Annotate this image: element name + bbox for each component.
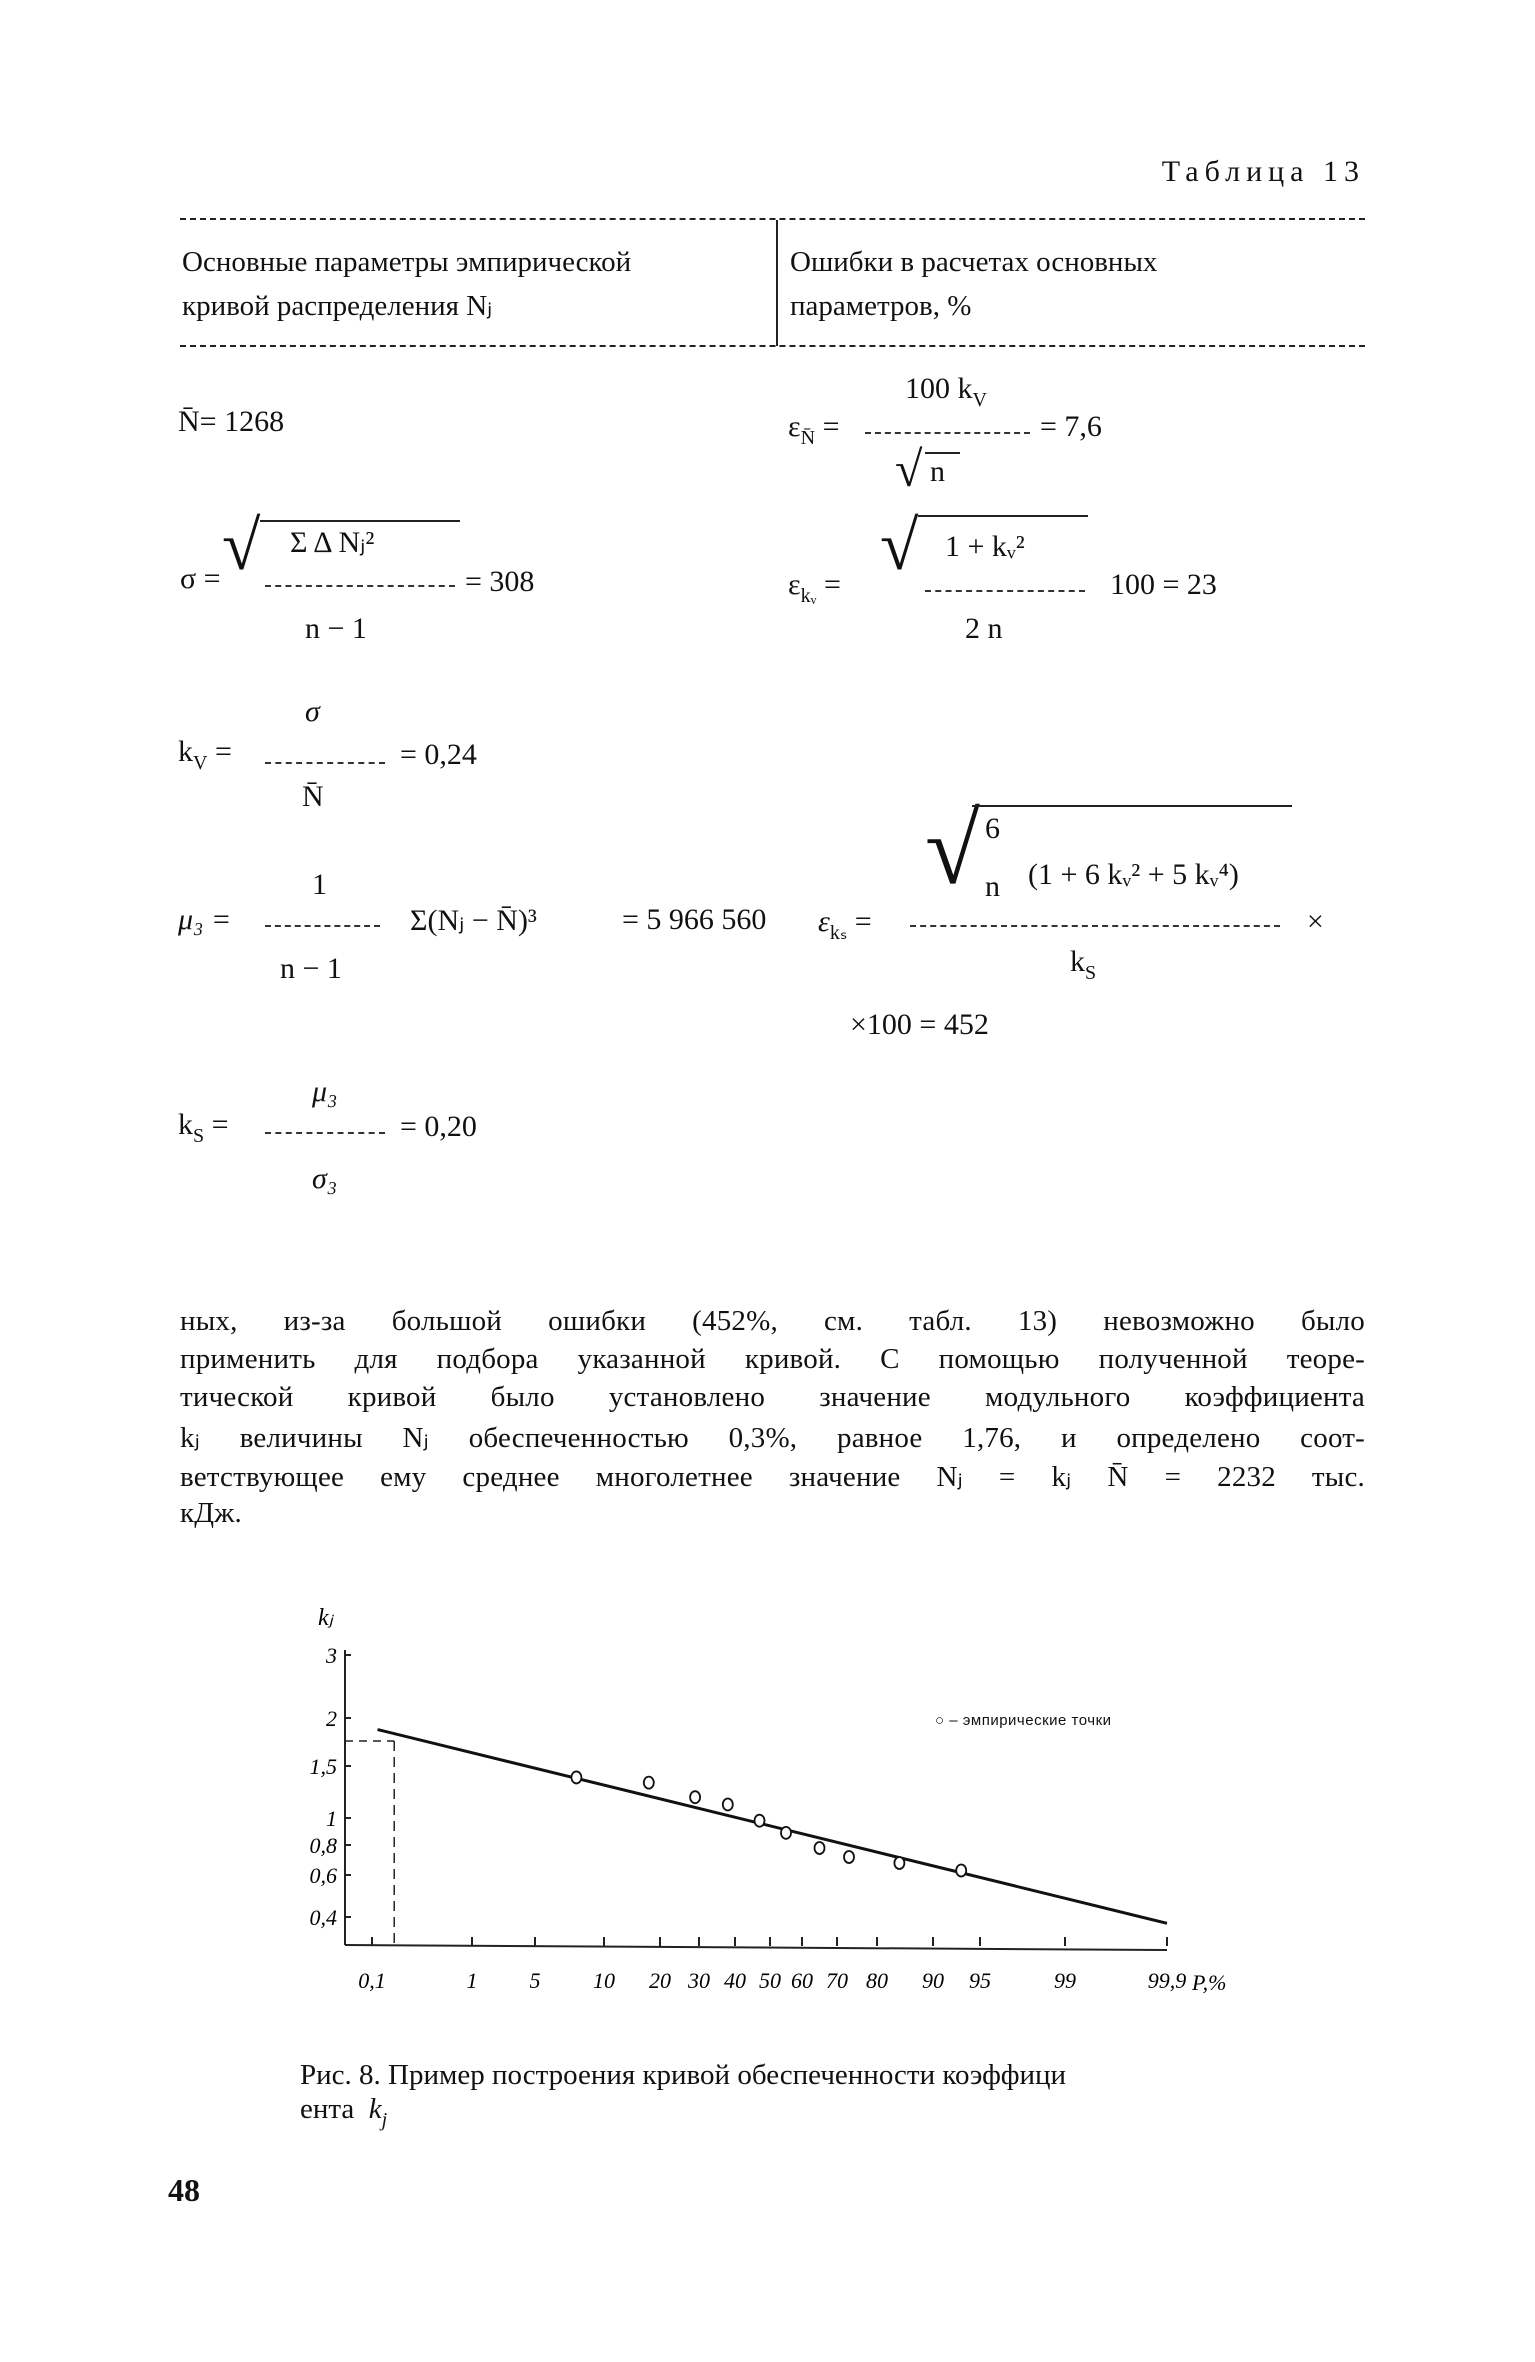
y-tick-label: 1 <box>326 1806 337 1831</box>
e-nbar-numerator <box>905 372 987 412</box>
e-ks-denominator <box>1070 945 1096 985</box>
y-tick-label: 0,8 <box>309 1833 337 1858</box>
paragraph-line: тической кривой было установлено значение модульного коэффициента <box>180 1381 1365 1413</box>
x-tick-label: 90 <box>922 1968 944 1993</box>
sqrt-icon: √ <box>925 794 980 905</box>
kv-sub: V <box>193 752 208 774</box>
x-tick-label: 40 <box>724 1968 746 1993</box>
header-right-line1: Ошибки в расчетах основных <box>790 246 1158 278</box>
ks-lhs: $k_S$ = <box>178 1108 229 1147</box>
x-tick-label: 0,1 <box>358 1968 386 1993</box>
kv-lhs: $k_V$ = <box>178 735 232 774</box>
x-tick-label: 5 <box>529 1968 541 1993</box>
table-column-divider <box>776 220 778 346</box>
caption-line2 <box>300 2092 1066 2137</box>
ks-denominator: σ₃ <box>312 1162 338 1195</box>
sigma-fraction-line <box>265 585 455 587</box>
kv-numerator: σ <box>305 695 320 728</box>
e-kv-eps: ε <box>788 568 801 601</box>
paragraph-line: применить для подбора указанной кривой. С помощью полученной теоре- <box>180 1343 1365 1375</box>
empirical-point <box>956 1865 966 1877</box>
empirical-point <box>894 1857 904 1869</box>
mu3-sum: Σ(Nⱼ − N̄)³ <box>410 904 537 937</box>
caption-var-sub: j <box>381 2109 388 2131</box>
x-tick-label: 60 <box>791 1968 813 1993</box>
sqrt-bar <box>925 452 960 454</box>
sigma-result: = 308 <box>465 565 535 598</box>
e-ks-den-k: k <box>1070 945 1085 978</box>
empirical-point <box>690 1791 700 1803</box>
sqrt-bar <box>918 515 1088 517</box>
empirical-point <box>844 1851 854 1863</box>
mu3-lhs: μ₃ = <box>178 903 232 936</box>
y-tick-label: 0,6 <box>309 1863 337 1888</box>
header-right-line2: параметров, % <box>790 290 972 322</box>
mu3-fraction-line <box>265 925 380 927</box>
x-tick-label: 70 <box>826 1968 848 1993</box>
sqrt-bar <box>972 805 1292 807</box>
page-number: 48 <box>168 2172 200 2208</box>
caption-text: ента <box>300 2093 355 2125</box>
y-tick-label: 3 <box>326 1643 337 1668</box>
probability-chart <box>0 1600 1535 2050</box>
table-top-rule <box>180 218 1365 220</box>
e-nbar-result: = 7,6 <box>1040 410 1102 443</box>
e-ks-num-rest: (1 + 6 kᵥ² + 5 kᵥ⁴) <box>1028 858 1239 891</box>
x-tick-label: 20 <box>649 1968 671 1993</box>
sqrt-icon: √ <box>880 508 919 585</box>
mu3-denominator: n − 1 <box>280 952 342 985</box>
e-kv-denominator: 2 n <box>965 612 1003 645</box>
kv-k: k <box>178 735 193 768</box>
table-header-left <box>182 240 631 328</box>
kv-denominator: N̄ <box>302 780 324 813</box>
x-tick-label: 30 <box>688 1968 710 1993</box>
fit-line <box>378 1730 1167 1924</box>
ks-sub: S <box>193 1125 205 1147</box>
mu3-numerator: 1 <box>312 868 327 901</box>
e-nbar-lhs: $\varepsilon_{N̄}$ = <box>788 410 840 449</box>
e-kv-sub: kᵥ <box>800 585 817 607</box>
e-ks-num-n: n <box>985 870 1000 903</box>
header-left-line2: кривой распределения Nⱼ <box>182 290 493 322</box>
sqrt-icon: √ <box>895 441 923 497</box>
y-axis-label: kⱼ <box>318 1605 333 1631</box>
sigma-numerator: Σ Δ Nⱼ² <box>290 526 375 559</box>
e-kv-result: 100 = 23 <box>1110 568 1217 601</box>
e-nbar-num-sub: V <box>972 389 987 411</box>
e-ks-lhs: $\varepsilon_{k_s}$ = <box>818 905 872 944</box>
x-tick-label: 50 <box>759 1968 781 1993</box>
empirical-point <box>781 1827 791 1839</box>
paragraph-line: kⱼ величины Nⱼ обеспеченностью 0,3%, равное 1,76, и определено соот- <box>180 1422 1365 1454</box>
e-nbar-sub: N̄ <box>800 427 816 449</box>
empirical-point <box>815 1842 825 1854</box>
sigma-denominator: n − 1 <box>305 612 367 645</box>
e-nbar-num: 100 k <box>905 372 973 405</box>
e-ks-eps: ε <box>818 905 830 938</box>
kv-fraction-line <box>265 762 385 764</box>
ks-numerator: μ₃ <box>312 1075 338 1108</box>
y-tick-label: 2 <box>326 1706 337 1731</box>
x-axis <box>345 1945 1167 1950</box>
y-tick-label: 0,4 <box>309 1905 337 1930</box>
e-ks-num-top: 6 <box>985 812 1000 845</box>
chart-legend: ○ – эмпирические точки <box>935 1712 1112 1729</box>
e-ks-fraction-line <box>910 925 1280 927</box>
sqrt-bar <box>260 520 460 522</box>
x-tick-label: 95 <box>969 1968 991 1993</box>
figure-caption <box>300 2058 1066 2137</box>
kv-result: = 0,24 <box>400 738 477 771</box>
empirical-point <box>755 1815 765 1827</box>
e-ks-continuation: ×100 = 452 <box>850 1008 989 1041</box>
sqrt-icon: √ <box>222 508 261 585</box>
e-ks-sub: kₛ <box>829 922 848 944</box>
e-kv-fraction-line <box>925 590 1085 592</box>
x-tick-label: 10 <box>593 1968 615 1993</box>
paragraph-line: кДж. <box>180 1497 242 1529</box>
chart-marks <box>345 1730 1167 1945</box>
x-axis-label: P,% <box>1192 1970 1227 1995</box>
nbar-value: = 1268 <box>199 405 285 438</box>
chart-axes <box>310 1605 1227 1995</box>
ks-result: = 0,20 <box>400 1110 477 1143</box>
ks-k: k <box>178 1108 193 1141</box>
x-tick-label: 99,9 <box>1147 1968 1187 1993</box>
e-nbar-fraction-line <box>865 432 1030 434</box>
caption-line1: Рис. 8. Пример построения кривой обеспеченности коэффици <box>300 2059 1067 2091</box>
x-tick-label: 99 <box>1054 1968 1076 1993</box>
formula-nbar <box>178 405 284 439</box>
caption-var: k <box>368 2093 382 2125</box>
e-nbar-denominator: n <box>930 455 945 488</box>
e-nbar-eps: ε <box>788 410 801 443</box>
nbar-lhs: N̄ <box>178 405 200 438</box>
x-tick-label: 1 <box>466 1968 478 1993</box>
table-title: Таблица 13 <box>1161 155 1365 188</box>
empirical-point <box>644 1777 654 1789</box>
e-kv-numerator: 1 + kᵥ² <box>945 530 1025 563</box>
ks-fraction-line <box>265 1132 385 1134</box>
e-ks-den-sub: S <box>1085 962 1097 984</box>
paragraph-line: ветствующее ему среднее многолетнее значение Nⱼ = kⱼ N̄ = 2232 тыс. <box>180 1461 1365 1493</box>
e-kv-lhs: $\varepsilon_{kᵥ}$ = <box>788 568 841 607</box>
header-left-line1: Основные параметры эмпирической <box>182 246 632 278</box>
table-header-rule <box>180 345 1365 347</box>
y-tick-label: 1,5 <box>309 1754 337 1779</box>
paragraph-line: ных, из-за большой ошибки (452%, см. табл. 13) невозможно было <box>180 1305 1365 1337</box>
e-ks-times: × <box>1305 905 1326 938</box>
empirical-point <box>571 1771 581 1783</box>
empirical-point <box>723 1798 733 1810</box>
table-header-right <box>790 240 1157 328</box>
x-tick-label: 80 <box>866 1968 888 1993</box>
sigma-lhs: σ = <box>180 562 221 595</box>
mu3-result: = 5 966 560 <box>622 903 767 936</box>
